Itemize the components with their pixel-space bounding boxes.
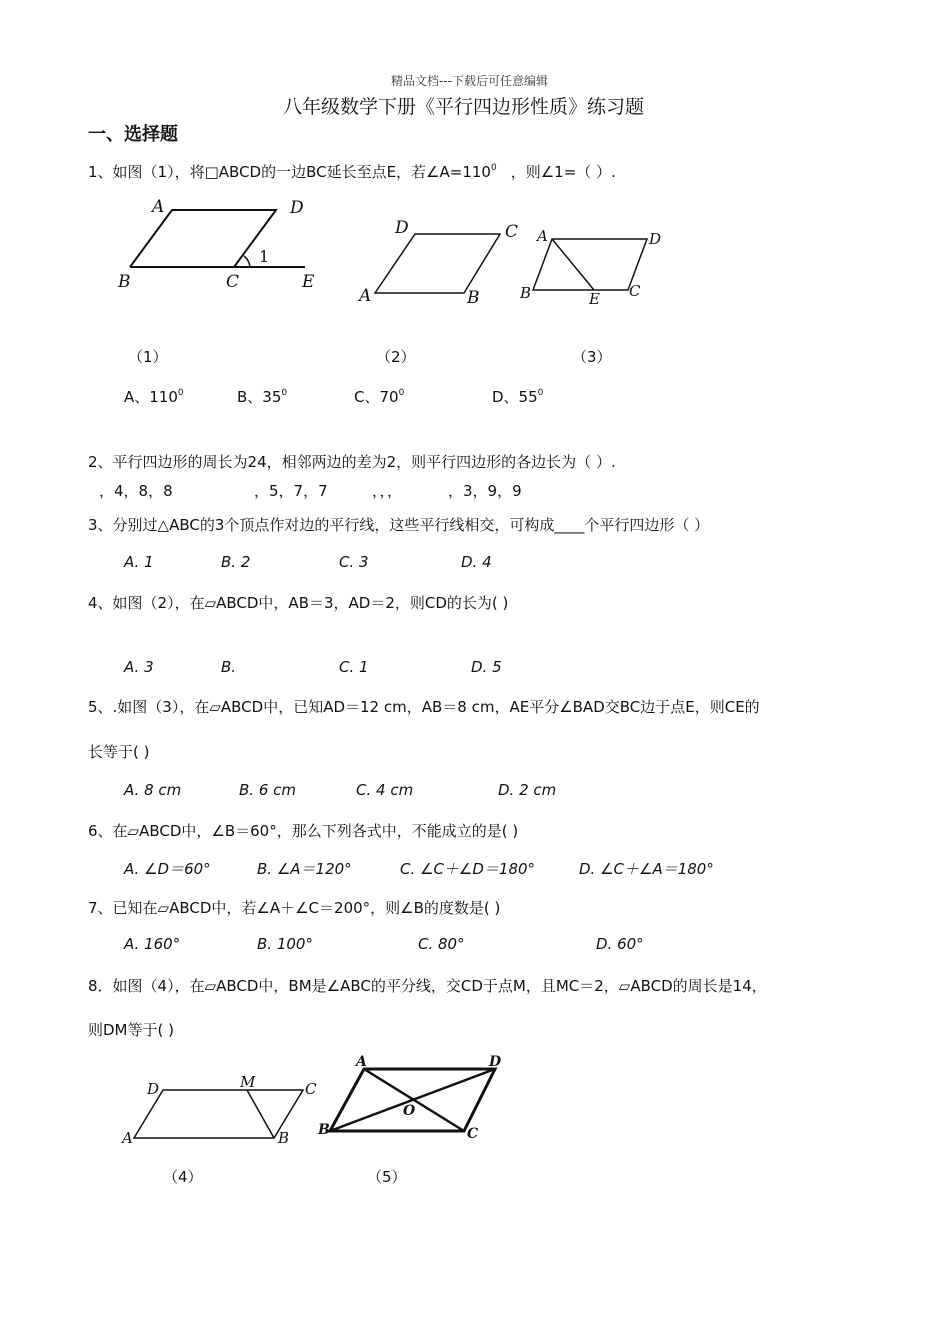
figure-4-label-m: M [240,1073,256,1091]
question-2-text: 2、平行四边形的周长为24，相邻两边的差为2，则平行四边形的各边长为（ ）. [88,453,616,471]
figure-3-label-b: B [520,284,532,302]
question-4-text: 4、如图（2），在▱ABCD中，AB＝3，AD＝2，则CD的长为( ) [88,594,509,612]
figure-2-label-d: D [395,218,409,238]
question-5-line-1: 5、.如图（3），在▱ABCD中，已知AD＝12 cm，AB＝8 cm，AE平分∠BAD交BC边于点E，则CE的 [88,698,760,716]
figure-1-label-angle-1: 1 [259,247,270,266]
figure-1 [110,190,340,300]
question-5-option-a[interactable]: A. 8 cm [124,781,182,799]
figure-3-label-d: D [649,230,662,248]
question-1-option-a[interactable]: A、$110^0$ [124,388,184,406]
figure-3-label-a: A [537,227,548,245]
page-title: 八年级数学下册《平行四边形性质》练习题 [283,96,645,118]
figure-2-caption: （2） [376,348,416,366]
question-2-option-3[interactable]: ，，， [372,482,403,500]
question-4-option-d[interactable]: D. 5 [471,658,502,676]
question-1 [88,161,616,182]
question-3-option-c[interactable]: C. 3 [339,553,369,571]
question-1-option-d[interactable]: D、$55^0$ [492,388,544,406]
section-heading: 一、选择题 [88,124,178,145]
figure-2-label-a: A [359,286,372,306]
figure-1-caption: （1） [128,348,168,366]
question-1-text-pre: 1、如图（1），将□ABCD的一边BC延长至点E，若∠A=110 [88,163,491,181]
question-4-option-a[interactable]: A. 3 [124,658,154,676]
question-1-text-post: ，则∠1=（ ）. [510,163,616,181]
question-7-text: 7、已知在▱ABCD中，若∠A＋∠C＝200°，则∠B的度数是( ) [88,899,501,917]
question-2-option-2[interactable]: ，5，7，7 [254,482,328,500]
question-5-line-2: 长等于( ) [88,743,150,761]
figure-2-label-b: B [467,288,480,308]
question-6-text: 6、在▱ABCD中，∠B＝60°，那么下列各式中，不能成立的是( ) [88,822,519,840]
question-6-option-c[interactable]: C. ∠C＋∠D＝180° [400,860,536,878]
question-2-option-4[interactable]: ，3，9，9 [448,482,522,500]
question-8-line-1: 8．如图（4），在▱ABCD中，BM是∠ABC的平分线，交CD于点M，且MC＝2，▱ABCD的周长是14， [88,977,767,995]
figure-4 [110,1065,330,1150]
figure-2-label-c: C [505,222,519,242]
figure-3-label-e: E [589,290,600,308]
figure-5-label-a: A [356,1054,367,1070]
figure-5 [312,1050,512,1145]
figure-4-label-d: D [147,1080,160,1098]
question-1-sup: 0 [490,163,497,173]
figure-1-label-e: E [302,272,315,292]
figure-3-label-c: C [629,282,641,300]
figure-1-label-a: A [152,197,165,217]
question-6-option-d[interactable]: D. ∠C＋∠A＝180° [579,860,714,878]
figure-4-label-c: C [305,1080,317,1098]
question-4-option-c[interactable]: C. 1 [339,658,369,676]
question-3-option-d[interactable]: D. 4 [461,553,492,571]
question-3-option-a[interactable]: A. 1 [124,553,154,571]
figure-5-label-c: C [467,1126,479,1142]
header-note: 精品文档---下载后可任意编辑 [391,74,548,88]
figure-1-label-d: D [290,198,304,218]
question-4-option-b[interactable]: B. [221,658,237,676]
figure-4-label-b: B [278,1129,290,1147]
figure-4-caption: （4） [163,1168,203,1186]
question-7-option-d[interactable]: D. 60° [596,935,644,953]
question-3-text: 3、分别过△ABC的3个顶点作对边的平行线，这些平行线相交，可构成____个平行四边形（ ） [88,516,710,534]
question-5-option-c[interactable]: C. 4 cm [356,781,414,799]
question-7-option-a[interactable]: A. 160° [124,935,181,953]
question-3-option-b[interactable]: B. 2 [221,553,251,571]
figure-3-caption: （3） [572,348,612,366]
question-6-option-a[interactable]: A. ∠D＝60° [124,860,211,878]
figure-5-label-d: D [489,1054,502,1070]
question-7-option-b[interactable]: B. 100° [257,935,313,953]
figure-5-caption: （5） [367,1168,407,1186]
question-1-option-c[interactable]: C、$70^0$ [354,388,405,406]
question-8-line-2: 则DM等于( ) [88,1021,174,1039]
figure-4-label-a: A [122,1129,133,1147]
question-6-option-b[interactable]: B. ∠A＝120° [257,860,352,878]
figure-5-label-b: B [318,1122,330,1138]
figure-3 [515,225,675,310]
figure-5-label-o: O [403,1103,416,1119]
figure-1-label-c: C [226,272,240,292]
figure-2 [350,213,530,313]
question-7-option-c[interactable]: C. 80° [418,935,465,953]
question-1-option-b[interactable]: B、$35^0$ [237,388,288,406]
figure-1-label-b: B [118,272,131,292]
question-2-option-1[interactable]: ，4，8，8 [99,482,173,500]
question-5-option-b[interactable]: B. 6 cm [239,781,296,799]
question-5-option-d[interactable]: D. 2 cm [498,781,557,799]
